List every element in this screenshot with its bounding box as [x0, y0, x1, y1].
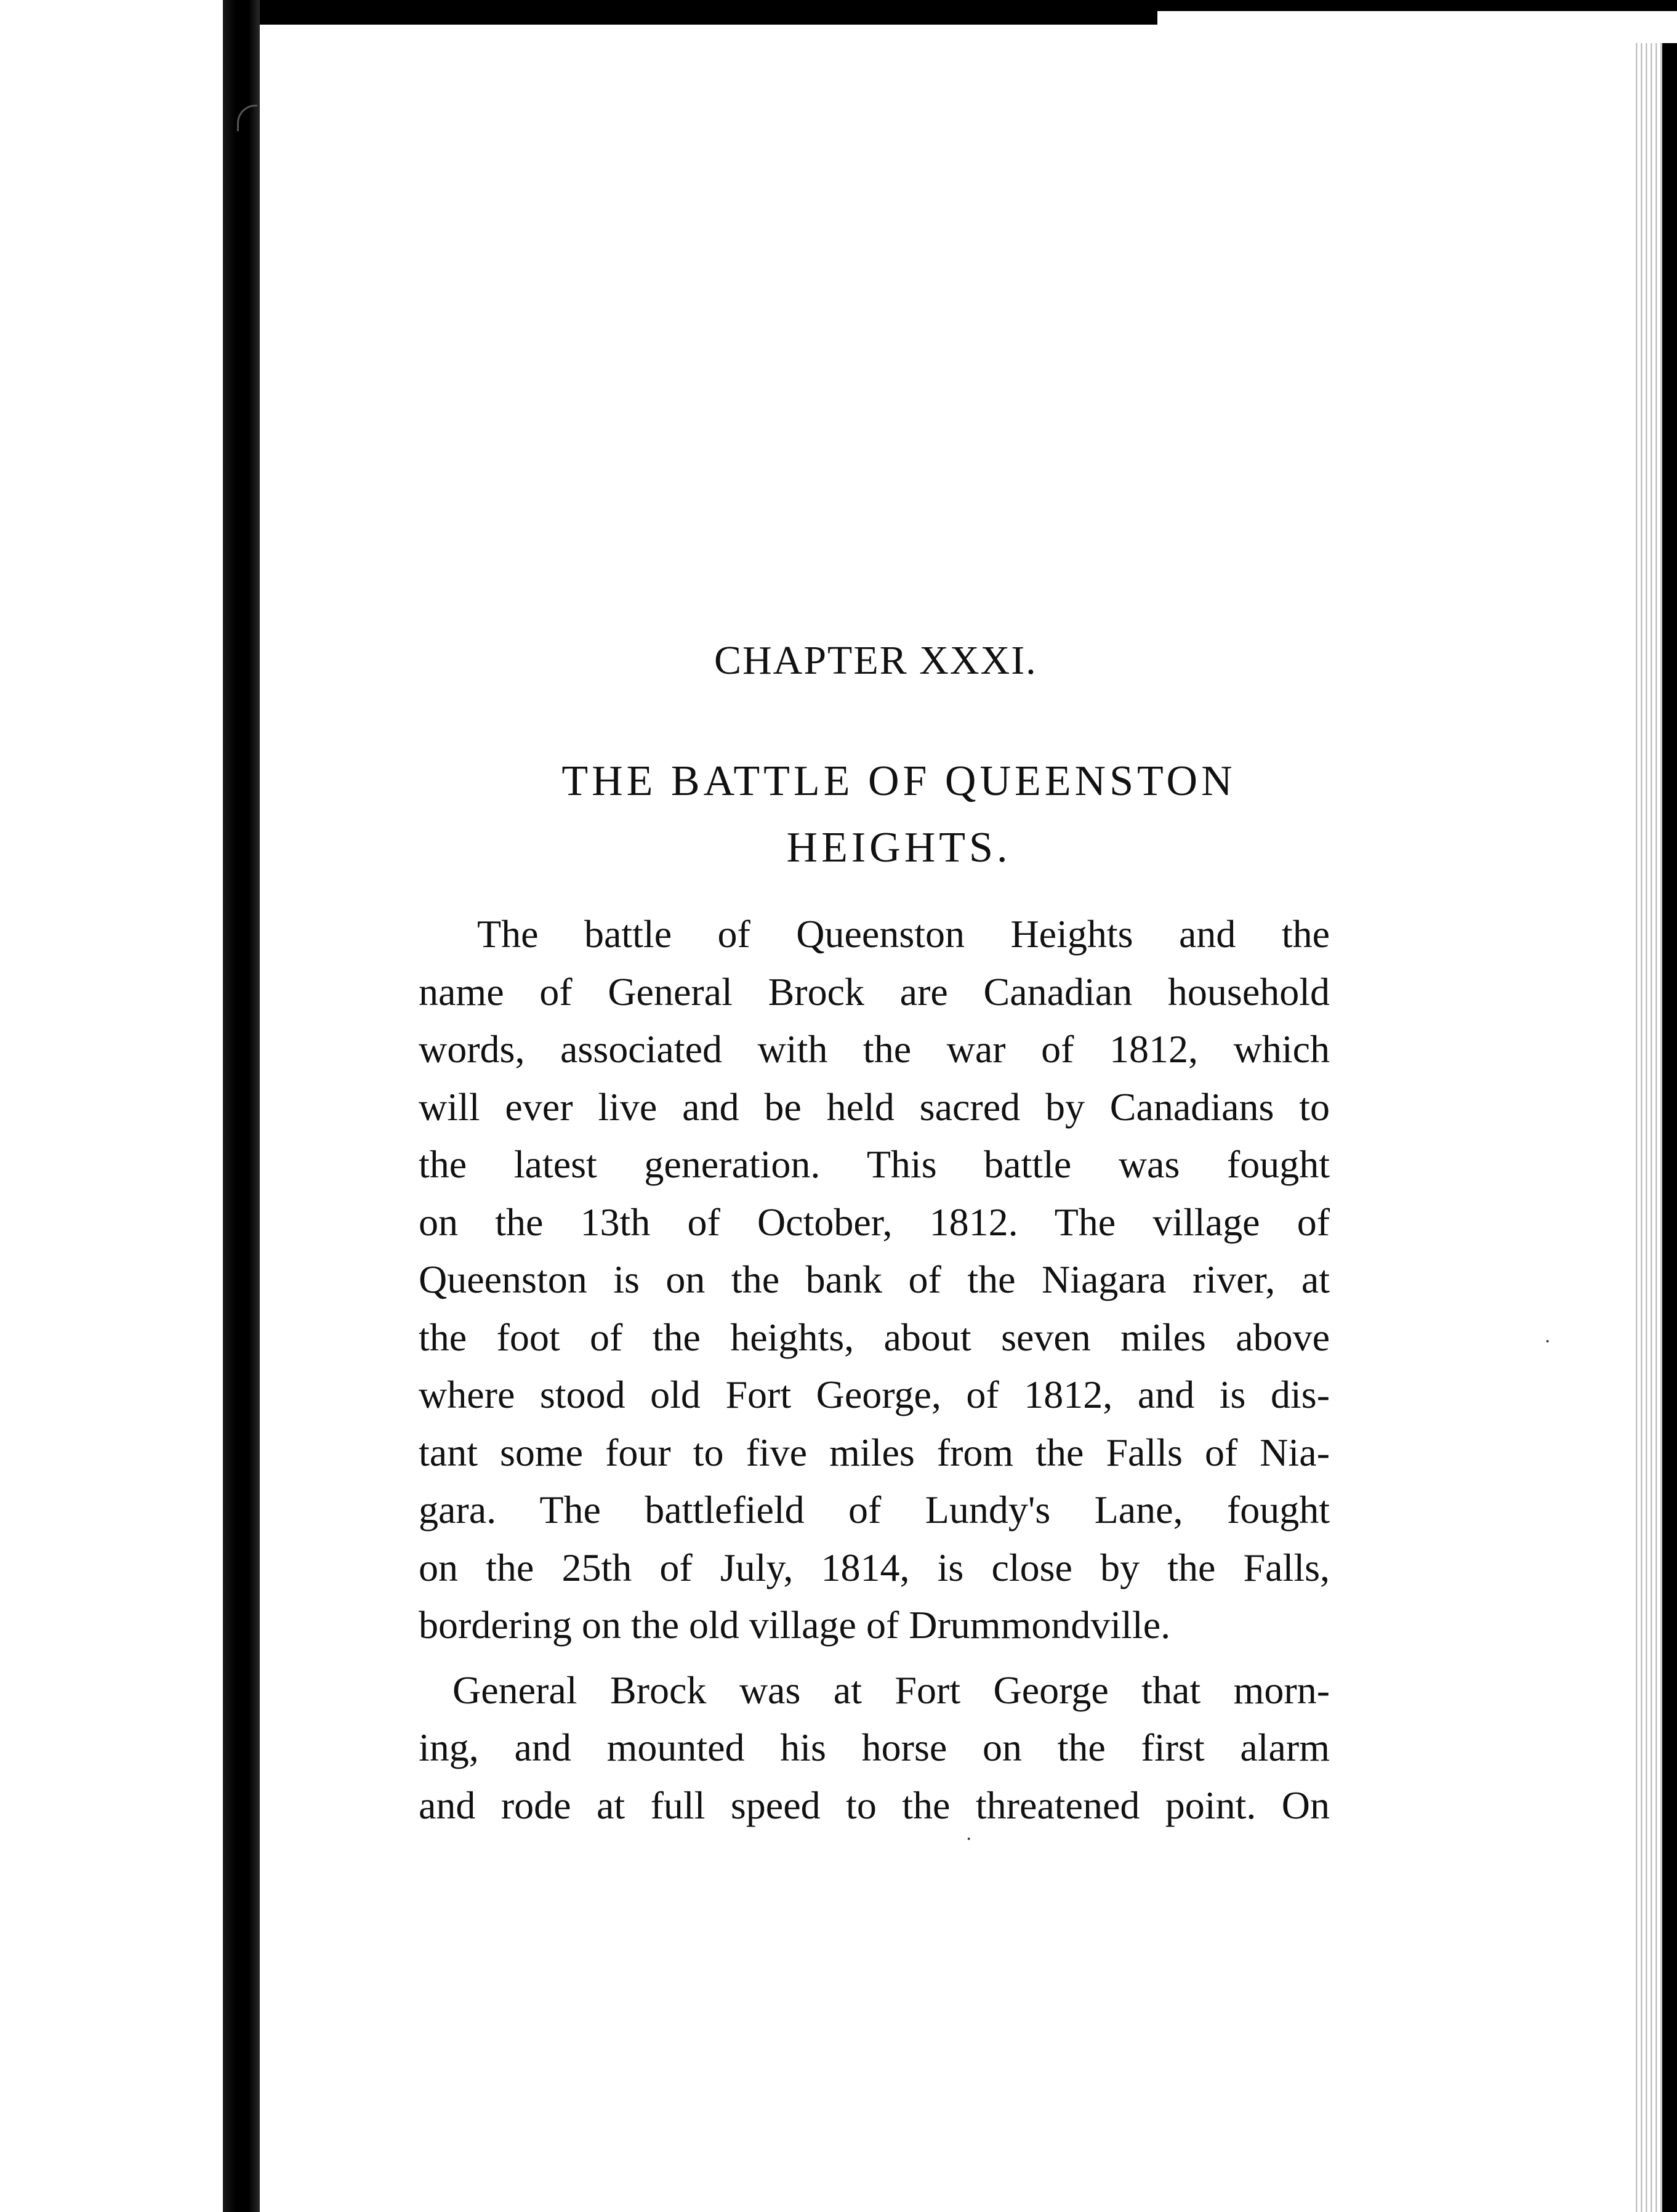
text-line: ing, and mounted his horse on the first alarm [419, 1726, 1330, 1769]
text-line: and rode at full speed to the threatened point. On [419, 1783, 1330, 1827]
text-line: bordering on the old village of Drummondville. [419, 1603, 1171, 1647]
paragraph-2 [419, 1661, 1330, 1835]
chapter-heading: CHAPTER XXXI. [714, 638, 1037, 683]
body-text [419, 905, 1330, 1834]
scan-right-border [1662, 43, 1677, 2212]
text-line: name of General Brock are Canadian household [419, 969, 1330, 1014]
text-line: the latest generation. This battle was fought [419, 1142, 1330, 1186]
text-line: The battle of Queenston Heights and the [477, 912, 1330, 956]
paragraph-gap [419, 1654, 1330, 1661]
text-line: will ever live and be held sacred by Canadians to [419, 1084, 1330, 1129]
left-page-margin [0, 0, 223, 2212]
text-line: on the 13th of October, 1812. The village of [419, 1200, 1330, 1244]
text-line: gara. The battlefield of Lundy's Lane, fought [419, 1488, 1330, 1532]
chapter-title-line-2: HEIGHTS. [786, 824, 1011, 871]
stray-ink-mark: · [965, 1828, 973, 1851]
text-line: General Brock was at Fort George that morn- [452, 1668, 1330, 1712]
chapter-title-line-1: THE BATTLE OF QUEENSTON [561, 757, 1236, 805]
scan-top-border-right [1157, 0, 1677, 11]
text-line: on the 25th of July, 1814, is close by the Falls, [419, 1545, 1330, 1589]
paragraph-1 [419, 905, 1330, 1654]
text-line: tant some four to five miles from the Falls of Nia- [419, 1430, 1330, 1474]
chapter-title [468, 748, 1330, 881]
text-line: where stood old Fort George, of 1812, and is dis- [419, 1373, 1330, 1416]
stray-ink-mark: · [1544, 1330, 1551, 1353]
text-line: words, associated with the war of 1812, which [419, 1027, 1330, 1071]
text-line: Queenston is on the bank of the Niagara river, at [419, 1257, 1330, 1301]
text-line: the foot of the heights, about seven miles above [419, 1315, 1330, 1359]
book-spine-gutter [223, 0, 260, 2212]
